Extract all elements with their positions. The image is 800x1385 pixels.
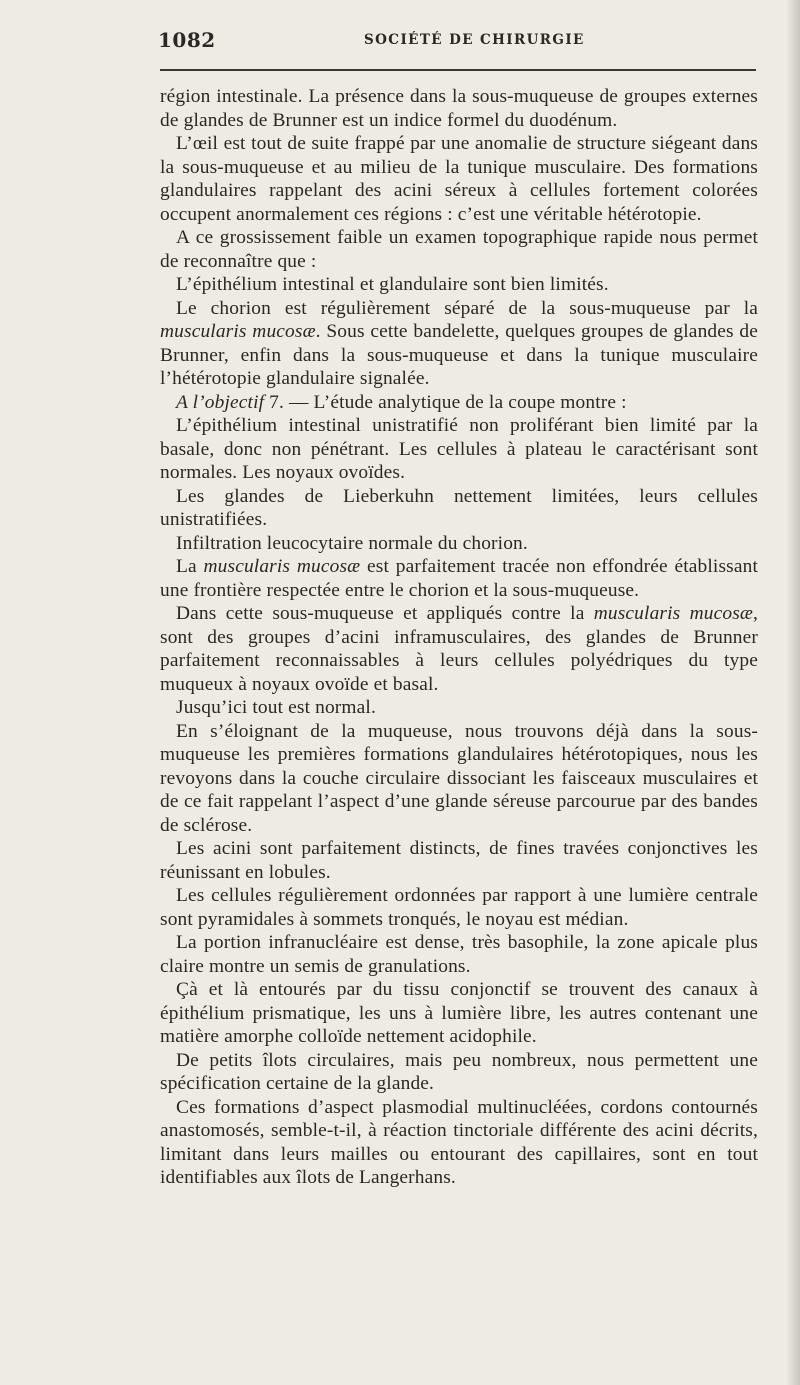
paragraph — [160, 297, 758, 391]
running-title: SOCIÉTÉ DE CHIRURGIE — [364, 32, 585, 48]
text-run: Çà et là entourés par du tissu conjonctif se trouvent des canaux à épithélium prismatique, les uns à lumière libre, les autres contenant une matière amorphe colloïde nettement acidophile. — [160, 979, 758, 1047]
italic-term: A l’objectif — [176, 391, 265, 413]
body-text — [160, 85, 758, 1190]
page-header — [158, 28, 758, 58]
paragraph — [160, 720, 758, 838]
paragraph — [160, 837, 758, 884]
text-run: L’épithélium intestinal unistratifié non proliférant bien limité par la basale, donc non pénétrant. Les cellules à plateau le caractérisant sont normales. Les noyaux ovoïdes. — [160, 415, 758, 483]
text-run: L’épithélium intestinal et glandulaire sont bien limités. — [176, 274, 609, 295]
text-run: 7. — L’étude analytique de la coupe montre : — [264, 391, 627, 413]
text-run: En s’éloignant de la muqueuse, nous trouvons déjà dans la sous-muqueuse les premières formations glandulaires hétérotopiques, nous les revoyons dans la couche circulaire dissociant les faisceaux musculaires et de ce fait rappelant l’aspect d’une glande séreuse parcourue par des bandes de sclérose. — [160, 720, 758, 836]
text-run: . Sous cette bandelette, quelques groupes de glandes de Brunner, enfin dans la sous-muqueuse et dans la tunique musculaire l’hétérotopie glandulaire signalée. — [160, 321, 758, 389]
italic-term: muscularis mucosæ — [160, 321, 316, 342]
paragraph — [160, 485, 758, 532]
paragraph — [160, 696, 758, 720]
page-edge-shadow — [786, 0, 800, 1385]
page-number: 1082 — [158, 28, 216, 52]
text-run: L’œil est tout de suite frappé par une anomalie de structure siégeant dans la sous-muqueuse et au milieu de la tunique musculaire. Des formations glandulaires rappelant des acini séreux à cellules fortement colorées occupent anormalement ces régions : c’est une véritable hétérotopie. — [160, 133, 758, 225]
text-run: Dans cette sous-muqueuse et appliqués contre la — [176, 603, 594, 624]
text-run: , sont des groupes d’acini inframusculaires, des glandes de Brunner parfaitement reconnaissables à leurs cellules polyédriques du type muqueux à noyaux ovoïde et basal. — [160, 603, 758, 695]
paragraph — [160, 602, 758, 696]
text-run: La — [176, 556, 204, 577]
text-run: Infiltration leucocytaire normale du chorion. — [176, 532, 528, 554]
paragraph — [160, 273, 758, 297]
text-run: De petits îlots circulaires, mais peu nombreux, nous permettent une spécification certaine de la glande. — [160, 1049, 758, 1094]
text-run: Les acini sont parfaitement distincts, de fines travées conjonctives les réunissant en lobules. — [160, 838, 758, 883]
paragraph — [160, 1049, 758, 1096]
text-run: A ce grossissement faible un examen topographique rapide nous permet de reconnaître que : — [160, 227, 758, 272]
text-run: Les cellules régulièrement ordonnées par rapport à une lumière centrale sont pyramidales à sommets tronqués, le noyau est médian. — [160, 885, 758, 930]
paragraph — [160, 85, 758, 132]
paragraph — [160, 884, 758, 931]
paragraph — [160, 1096, 758, 1190]
header-rule — [160, 69, 756, 71]
text-run: Ces formations d’aspect plasmodial multinucléées, cordons contournés anastomosés, semble-t-il, à réaction tinctoriale différente des acini décrits, limitant dans leurs mailles ou entourant des capillaires, sont en tout identifiables aux îlots de Langerhans. — [160, 1096, 758, 1188]
text-run: Le chorion est régulièrement séparé de la sous-muqueuse par la — [176, 297, 758, 319]
text-run: région intestinale. La présence dans la sous-muqueuse de groupes externes de glandes de Brunner est un indice formel du duodénum. — [160, 86, 758, 131]
paragraph — [160, 931, 758, 978]
text-run: Les glandes de Lieberkuhn nettement limitées, leurs cellules unistratifiées. — [160, 485, 758, 530]
text-run: est parfaitement tracée non effondrée établissant une frontière respectée entre le chorion et la sous-muqueuse. — [160, 556, 758, 601]
paragraph — [160, 391, 758, 415]
italic-term: muscularis mucosæ — [593, 603, 753, 624]
text-run: La portion infranucléaire est dense, très basophile, la zone apicale plus claire montre un semis de granulations. — [160, 932, 758, 977]
italic-term: muscularis mucosæ — [203, 556, 361, 577]
text-run: Jusqu’ici tout est normal. — [176, 697, 376, 718]
paragraph — [160, 226, 758, 273]
paragraph — [160, 414, 758, 485]
paragraph — [160, 555, 758, 602]
paragraph — [160, 532, 758, 556]
paragraph — [160, 978, 758, 1049]
paragraph — [160, 132, 758, 226]
